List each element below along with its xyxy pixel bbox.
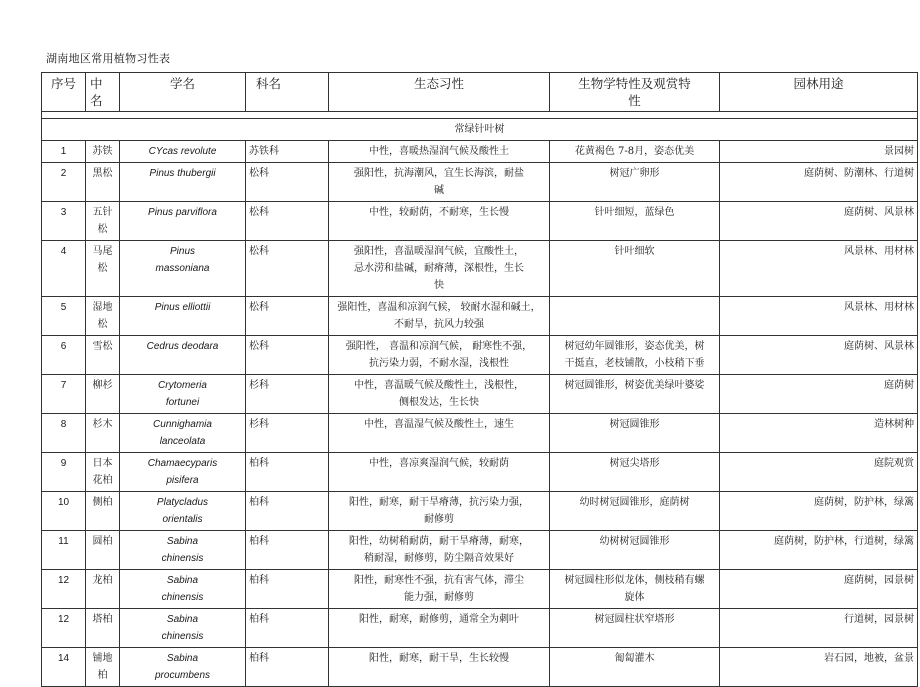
- table-row: [42, 414, 918, 453]
- cell-bio: 幼树树冠圆锥形: [550, 531, 720, 570]
- cell-use: 行道树，园景树: [720, 609, 918, 648]
- header-family: 科名: [246, 73, 329, 112]
- header-ecology: 生态习性: [329, 73, 550, 112]
- cell-use: 造林树种: [720, 414, 918, 453]
- cell-bio: 花黄褐色 7-8月，姿态优美: [550, 141, 720, 163]
- table-row: [42, 163, 918, 202]
- cell-no: 14: [42, 648, 86, 687]
- cell-cn-name: 日本花柏: [86, 453, 120, 492]
- cell-sci-name: Platycladus orientalis: [120, 492, 246, 531]
- header-use: 园林用途: [720, 73, 918, 112]
- cell-family: 松科: [246, 241, 329, 297]
- cell-sci-name: Sabina chinensis: [120, 609, 246, 648]
- category-label: 常绿针叶树: [42, 119, 918, 141]
- cell-sci-name: Chamaecyparis pisifera: [120, 453, 246, 492]
- cell-no: 6: [42, 336, 86, 375]
- cell-family: 柏科: [246, 570, 329, 609]
- plant-table: [41, 72, 918, 687]
- cell-use: 风景林、用材林: [720, 241, 918, 297]
- header-sci-name: 学名: [120, 73, 246, 112]
- document-title: 湖南地区常用植物习性表: [46, 52, 171, 65]
- cell-family: 柏科: [246, 648, 329, 687]
- cell-cn-name: 龙柏: [86, 570, 120, 609]
- cell-use: 庭荫树，防护林，行道树，绿篱: [720, 531, 918, 570]
- cell-sci-name: CYcas revolute: [120, 141, 246, 163]
- header-spacer-row: [42, 112, 918, 119]
- cell-use: 庭院观赏: [720, 453, 918, 492]
- cell-ecology: 中性，喜暖热湿润气候及酸性土: [329, 141, 550, 163]
- cell-bio: 匍匐灌木: [550, 648, 720, 687]
- cell-bio: [550, 297, 720, 336]
- table-row: [42, 375, 918, 414]
- table-header-row: [42, 73, 918, 112]
- cell-bio: 针叶细短，蓝绿色: [550, 202, 720, 241]
- cell-family: 杉科: [246, 414, 329, 453]
- cell-sci-name: Cunnighamia lanceolata: [120, 414, 246, 453]
- cell-cn-name: 柳杉: [86, 375, 120, 414]
- cell-use: 庭荫树、风景林: [720, 336, 918, 375]
- cell-cn-name: 圆柏: [86, 531, 120, 570]
- cell-family: 柏科: [246, 492, 329, 531]
- cell-ecology: 阳性，耐寒，耐干旱瘠薄，抗污染力强， 耐修剪: [329, 492, 550, 531]
- cell-ecology: 中性，喜凉爽湿润气候，较耐荫: [329, 453, 550, 492]
- table-row: [42, 297, 918, 336]
- header-bio: 生物学特性及观赏特 性: [550, 73, 720, 112]
- cell-ecology: 强阳性，喜温暖湿润气候，宜酸性土， 忌水涝和盐碱，耐瘠薄，深根性，生长 快: [329, 241, 550, 297]
- cell-cn-name: 五针松: [86, 202, 120, 241]
- cell-use: 岩石园，地被，盆景: [720, 648, 918, 687]
- cell-no: 1: [42, 141, 86, 163]
- cell-bio: 树冠幼年圆锥形，姿态优美，树 干挺直，老枝铺散，小枝稍下垂: [550, 336, 720, 375]
- cell-family: 松科: [246, 163, 329, 202]
- cell-bio: 树冠圆锥形: [550, 414, 720, 453]
- cell-family: 苏铁科: [246, 141, 329, 163]
- cell-cn-name: 塔柏: [86, 609, 120, 648]
- cell-use: 庭荫树、防潮林、行道树: [720, 163, 918, 202]
- cell-ecology: 中性，喜温湿气候及酸性土，速生: [329, 414, 550, 453]
- cell-bio: 针叶细软: [550, 241, 720, 297]
- cell-sci-name: Pinus massoniana: [120, 241, 246, 297]
- cell-cn-name: 湿地松: [86, 297, 120, 336]
- cell-ecology: 强阳性，喜温和凉润气候， 较耐水湿和碱土， 不耐旱，抗风力较强: [329, 297, 550, 336]
- cell-ecology: 中性，喜温暖气候及酸性土，浅根性， 侧根发达，生长快: [329, 375, 550, 414]
- cell-cn-name: 马尾松: [86, 241, 120, 297]
- cell-sci-name: Sabina chinensis: [120, 531, 246, 570]
- table-row: [42, 202, 918, 241]
- cell-no: 4: [42, 241, 86, 297]
- cell-family: 松科: [246, 297, 329, 336]
- cell-cn-name: 铺地柏: [86, 648, 120, 687]
- cell-sci-name: Pinus elliottii: [120, 297, 246, 336]
- table-row: [42, 241, 918, 297]
- cell-family: 柏科: [246, 609, 329, 648]
- cell-ecology: 中性，较耐荫，不耐寒，生长慢: [329, 202, 550, 241]
- cell-use: 庭荫树: [720, 375, 918, 414]
- cell-no: 12: [42, 570, 86, 609]
- cell-use: 庭荫树，防护林，绿篱: [720, 492, 918, 531]
- cell-ecology: 阳性，耐寒，耐干旱，生长较慢: [329, 648, 550, 687]
- table-row: [42, 570, 918, 609]
- table-row: [42, 609, 918, 648]
- cell-use: 庭荫树、风景林: [720, 202, 918, 241]
- cell-bio: 树冠圆柱形似龙体，侧枝稍有螺 旋体: [550, 570, 720, 609]
- cell-family: 柏科: [246, 531, 329, 570]
- category-row: [42, 119, 918, 141]
- cell-no: 7: [42, 375, 86, 414]
- header-no: 序号: [42, 73, 86, 112]
- cell-no: 11: [42, 531, 86, 570]
- table-row: [42, 453, 918, 492]
- cell-no: 8: [42, 414, 86, 453]
- table-row: [42, 336, 918, 375]
- cell-family: 松科: [246, 202, 329, 241]
- cell-sci-name: Pinus thubergii: [120, 163, 246, 202]
- cell-no: 12: [42, 609, 86, 648]
- cell-sci-name: Crytomeria fortunei: [120, 375, 246, 414]
- cell-cn-name: 雪松: [86, 336, 120, 375]
- cell-bio: 树冠广卵形: [550, 163, 720, 202]
- table-row: [42, 648, 918, 687]
- cell-bio: 树冠圆锥形，树姿优美绿叶婆娑: [550, 375, 720, 414]
- cell-cn-name: 杉木: [86, 414, 120, 453]
- cell-use: 景园树: [720, 141, 918, 163]
- cell-ecology: 阳性，耐寒，耐修剪，通常全为刺叶: [329, 609, 550, 648]
- cell-no: 5: [42, 297, 86, 336]
- cell-ecology: 阳性，耐寒性不强，抗有害气体，滞尘 能力强，耐修剪: [329, 570, 550, 609]
- cell-no: 9: [42, 453, 86, 492]
- table-row: [42, 141, 918, 163]
- cell-no: 3: [42, 202, 86, 241]
- header-cn-name: 中 名: [86, 73, 120, 112]
- cell-ecology: 强阳性， 喜温和凉润气候， 耐寒性不强， 抗污染力弱，不耐水湿，浅根性: [329, 336, 550, 375]
- cell-sci-name: Sabina chinensis: [120, 570, 246, 609]
- cell-family: 柏科: [246, 453, 329, 492]
- cell-bio: 幼时树冠圆锥形，庭荫树: [550, 492, 720, 531]
- cell-bio: 树冠尖塔形: [550, 453, 720, 492]
- cell-ecology: 阳性，幼树稍耐荫，耐干旱瘠薄，耐寒， 稍耐湿，耐修剪，防尘隔音效果好: [329, 531, 550, 570]
- cell-use: 庭荫树，园景树: [720, 570, 918, 609]
- cell-use: 风景林、用材林: [720, 297, 918, 336]
- cell-sci-name: Cedrus deodara: [120, 336, 246, 375]
- cell-no: 10: [42, 492, 86, 531]
- cell-bio: 树冠圆柱状窄塔形: [550, 609, 720, 648]
- cell-no: 2: [42, 163, 86, 202]
- table-row: [42, 492, 918, 531]
- table-row: [42, 531, 918, 570]
- cell-cn-name: 苏铁: [86, 141, 120, 163]
- cell-cn-name: 侧柏: [86, 492, 120, 531]
- cell-family: 松科: [246, 336, 329, 375]
- cell-cn-name: 黑松: [86, 163, 120, 202]
- cell-ecology: 强阳性，抗海潮风，宜生长海滨，耐盐 碱: [329, 163, 550, 202]
- cell-sci-name: Sabina procumbens: [120, 648, 246, 687]
- cell-family: 杉科: [246, 375, 329, 414]
- cell-sci-name: Pinus parviflora: [120, 202, 246, 241]
